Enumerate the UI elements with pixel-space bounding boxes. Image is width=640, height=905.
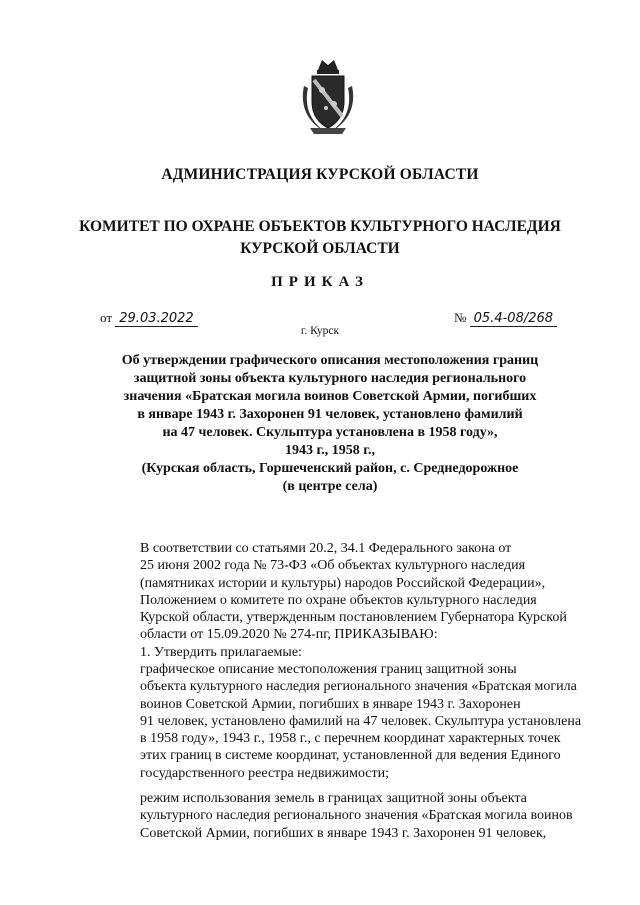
text-line: культурного наследия регионального значения «Братская могила воинов	[140, 808, 573, 824]
number-value: 05.4-08/268	[470, 311, 557, 327]
organization-title: АДМИНИСТРАЦИЯ КУРСКОЙ ОБЛАСТИ	[161, 166, 479, 183]
text-line: области от 15.09.2020 № 274-пг, ПРИКАЗЫВАЮ:	[140, 627, 438, 643]
number-prefix: №	[454, 310, 467, 325]
city-label: г. Курск	[300, 325, 340, 337]
text-line: 25 июня 2002 года № 73-ФЗ «Об объектах культурного наследия	[140, 558, 526, 574]
paragraph-land-use-regime	[102, 790, 596, 842]
text-line: Курской области, утвержденным постановлением Губернатора Курской	[140, 610, 567, 626]
date-prefix: от	[100, 310, 113, 325]
text-line: этих границ в системе координат, установленной для ведения Единого	[140, 748, 561, 764]
text-line: Советской Армии, погибших в январе 1943 г. Захоронен 91 человек,	[140, 825, 547, 841]
text-line: в 1958 году», 1943 г., 1958 г., с перечнем координат характерных точек	[140, 731, 561, 747]
subject-line: (Курская область, Горшеченский район, с. Среднедорожное	[141, 461, 519, 476]
subject-line: (в центре села)	[282, 479, 378, 494]
committee-title-line1: КОМИТЕТ ПО ОХРАНЕ ОБЪЕКТОВ КУЛЬТУРНОГО НАСЛЕДИЯ	[79, 218, 561, 235]
paragraph-graphic-description	[102, 661, 596, 782]
paragraph-item-1: 1. Утвердить прилагаемые:	[140, 645, 302, 660]
document-type: ПРИКАЗ	[271, 274, 369, 290]
text-line: воинов Советской Армии, погибших в январе 1943 г. Захоронен	[140, 696, 521, 712]
subject-line: 1943 г., 1958 г.,	[284, 443, 376, 458]
text-line: государственного реестра недвижимости;	[140, 765, 390, 781]
subject-line: защитной зоны объекта культурного наследия регионального	[133, 371, 527, 386]
subject-line: на 47 человек. Скульптура установлена в 1958 году»,	[162, 425, 498, 440]
order-subject	[110, 352, 550, 496]
subject-line: в январе 1943 г. Захоронен 91 человек, установлено фамилий	[137, 407, 523, 422]
committee-title-line2: КУРСКОЙ ОБЛАСТИ	[240, 240, 400, 257]
text-line: 91 человек, установлено фамилий на 47 человек. Скульптура установлена	[140, 713, 582, 729]
text-line: объекта культурного наследия регионального значения «Братская могила	[140, 679, 577, 695]
text-line: режим использования земель в границах защитной зоны объекта	[140, 791, 527, 806]
coat-of-arms-emblem	[296, 56, 360, 136]
text-line: графическое описание местоположения границ защитной зоны	[140, 662, 517, 677]
subject-line: значения «Братская могила воинов Советской Армии, погибших	[123, 389, 537, 404]
committee-title	[0, 216, 640, 260]
text-line: Положением о комитете по охране объектов культурного наследия	[140, 592, 537, 608]
subject-line: Об утверждении графического описания местоположения границ	[121, 353, 539, 368]
date-value: 29.03.2022	[115, 311, 197, 327]
text-line: В соответствии со статьями 20.2, 34.1 Федерального закона от	[140, 541, 512, 556]
text-line: (памятниках истории и культуры) народов Российской Федерации»,	[140, 575, 546, 591]
paragraph-preamble	[102, 540, 596, 644]
